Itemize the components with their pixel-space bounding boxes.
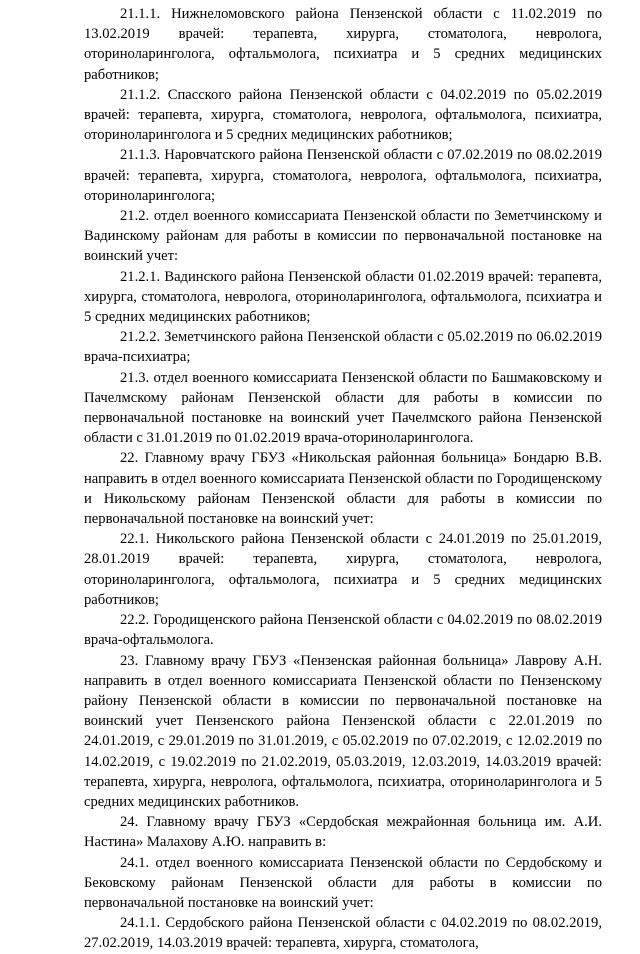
- paragraph-22-2: 22.2. Городищенского района Пензенской области с 04.02.2019 по 08.02.2019 врача-офтальмолога.: [84, 612, 602, 649]
- paragraph-21-1-1: 21.1.1. Нижнеломовского района Пензенской области с 11.02.2019 по 13.02.2019 врачей: терапевта, хирурга, стоматолога, невролога, оториноларинголога, офтальмолога, психиатра и 5 средних медицинских работников;: [84, 6, 602, 83]
- paragraph-21-1-3: 21.1.3. Наровчатского района Пензенской области с 07.02.2019 по 08.02.2019 врачей: терапевта, хирурга, стоматолога, невролога, офтальмолога, психиатра, оториноларинголога;: [84, 147, 602, 204]
- paragraph-23: 23. Главному врачу ГБУЗ «Пензенская районная больница» Лаврову А.Н. направить в отдел военного комиссариата Пензенской области по Пензенскому району Пензенской области в комиссии по первоначальной постановке на воинский учет Пензенского района Пензенской области с 22.01.2019 по 24.01.2019, с 29.01.2019 по 31.01.2019, с 05.02.2019 по 07.02.2019, с 12.02.2019 по 14.02.2019, с 19.02.2019 по 21.02.2019, 05.03.2019, 12.03.2019, 14.03.2019 врачей: терапевта, хирурга, невролога, офтальмолога, психиатра, оториноларинголога и 5 средних медицинских работников.: [84, 652, 602, 810]
- paragraph-24-1-1: 24.1.1. Сердобского района Пензенской области с 04.02.2019 по 08.02.2019, 27.02.2019, 14.03.2019 врачей: терапевта, хирурга, стоматолога,: [84, 915, 602, 952]
- paragraph-21-1-2: 21.1.2. Спасского района Пензенской области с 04.02.2019 по 05.02.2019 врачей: терапевта, хирурга, стоматолога, невролога, офтальмолога, психиатра, оториноларинголога и 5 средних медицинских работников;: [84, 86, 602, 144]
- paragraph-21-2-1: 21.2.1. Вадинского района Пензенской области 01.02.2019 врачей: терапевта, хирурга, стоматолога, невролога, оториноларинголога, офтальмолога, психиатра и 5 средних медицинских работников;: [84, 268, 602, 326]
- paragraph-24-1: 24.1. отдел военного комиссариата Пензенской области по Сердобскому и Бековскому районам Пензенской области для работы в комиссии по первоначальной постановке на воинский учет:: [84, 854, 602, 911]
- paragraph-21-3: 21.3. отдел военного комиссариата Пензенской области по Башмаковскому и Пачелмскому районам Пензенской области для работы в комиссии по первоначальной постановке на воинский учет Пачелмского района Пензенской области с 31.01.2019 по 01.02.2019 врача-оториноларинголога.: [84, 369, 602, 447]
- paragraph-22-1: 22.1. Никольского района Пензенской области с 24.01.2019 по 25.01.2019, 28.01.2019 врачей: терапевта, хирурга, стоматолога, невролога, оториноларинголога, офтальмолога, психиатра и 5 средних медицинских работников;: [84, 531, 602, 608]
- paragraph-21-2: 21.2. отдел военного комиссариата Пензенской области по Земетчинскому и Вадинскому районам для работы в комиссии по первоначальной постановке на воинский учет:: [84, 208, 602, 265]
- paragraph-22: 22. Главному врачу ГБУЗ «Никольская районная больница» Бондарю В.В. направить в отдел военного комиссариата Пензенской области по Городищенскому и Никольскому районам Пензенской области для работы в комиссии по первоначальной постановке на воинский учет:: [84, 450, 602, 528]
- document-page: [84, 4, 602, 954]
- paragraph-24: 24. Главному врачу ГБУЗ «Сердобская межрайонная больница им. А.И. Настина» Малахову А.Ю. направить в:: [84, 814, 602, 851]
- paragraph-21-2-2: 21.2.2. Земетчинского района Пензенской области с 05.02.2019 по 06.02.2019 врача-психиатра;: [84, 329, 602, 366]
